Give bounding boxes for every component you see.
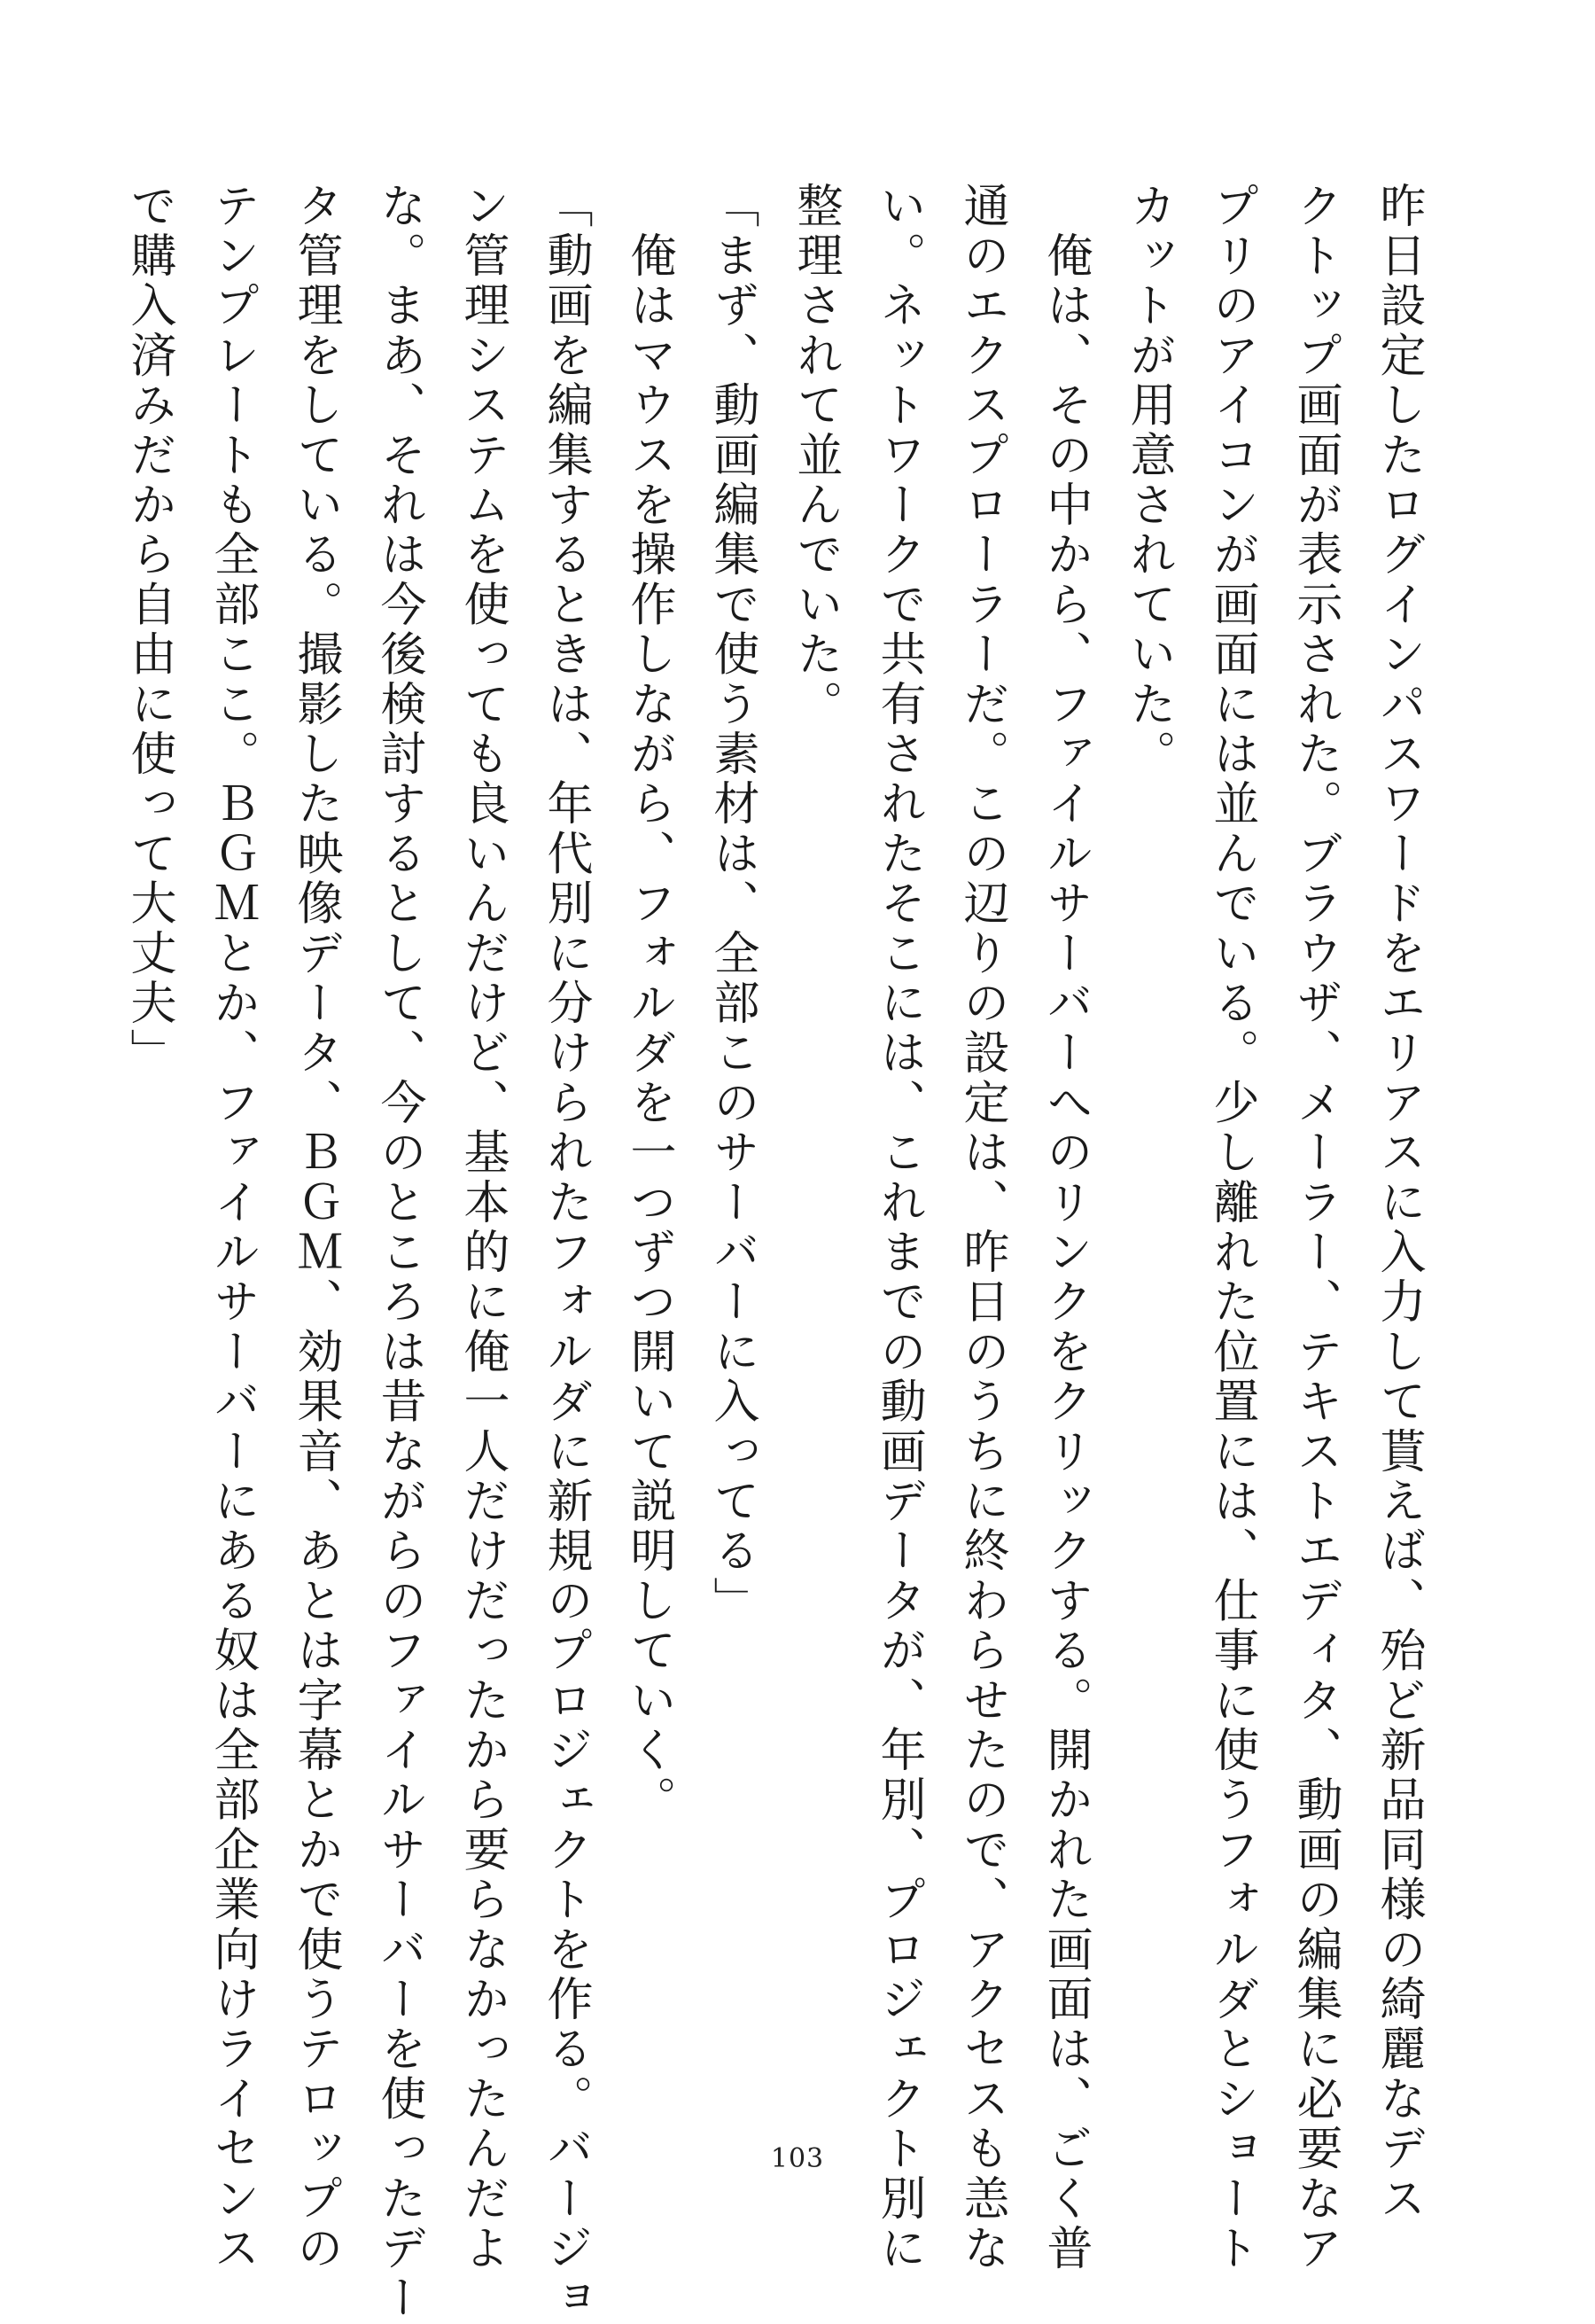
text-line: 俺はマウスを操作しながら、フォルダを一つずつ開いて説明していく。 [622, 182, 675, 1826]
text-line: い。ネットワークで共有されたそこには、これまでの動画データが、年別、プロジェクト別に [872, 182, 925, 2274]
text-line: ン管理システムを使っても良いんだけど、基本的に俺一人だけだったから要らなかったんだよ [455, 182, 509, 2274]
text-line: クトップ画面が表示された。ブラウザ、メーラー、テキストエディタ、動画の編集に必要なア [1288, 182, 1342, 2274]
text-line: 通のエクスプローラーだ。この辺りの設定は、昨日のうちに終わらせたので、アクセスも恙な [955, 182, 1008, 2274]
text-line: な。まあ、それは今後検討するとして、今のところは昔ながらのファイルサーバーを使ったデー [372, 182, 425, 2324]
text-line: 俺は、その中から、ファイルサーバーへのリンクをクリックする。開かれた画面は、ごく普 [1039, 182, 1092, 2274]
text-line: テンプレートも全部ここ。ＢＧＭとか、ファイルサーバーにある奴は全部企業向けライセンス [206, 182, 259, 2274]
text-line: 「まず、動画編集で使う素材は、全部このサーバーに入ってる」 [705, 182, 759, 1626]
text-line: 昨日設定したログインパスワードをエリアスに入力して貰えば、殆ど新品同様の綺麗なデス [1372, 182, 1425, 2225]
page-number: 103 [770, 2143, 825, 2174]
text-line: 「動画を編集するときは、年代別に分けられたフォルダに新規のプロジェクトを作る。バージョ [539, 182, 592, 2324]
text-line: カットが用意されていた。 [1122, 182, 1175, 780]
text-line: で購入済みだから自由に使って大丈夫」 [122, 182, 175, 1079]
text-line: プリのアイコンが画面には並んでいる。少し離れた位置には、仕事に使うフォルダとショート [1205, 182, 1258, 2274]
text-line: タ管理をしている。撮影した映像データ、ＢＧＭ、効果音、あとは字幕とかで使うテロップの [289, 182, 342, 2274]
text-line: 整理されて並んでいた。 [789, 182, 842, 730]
